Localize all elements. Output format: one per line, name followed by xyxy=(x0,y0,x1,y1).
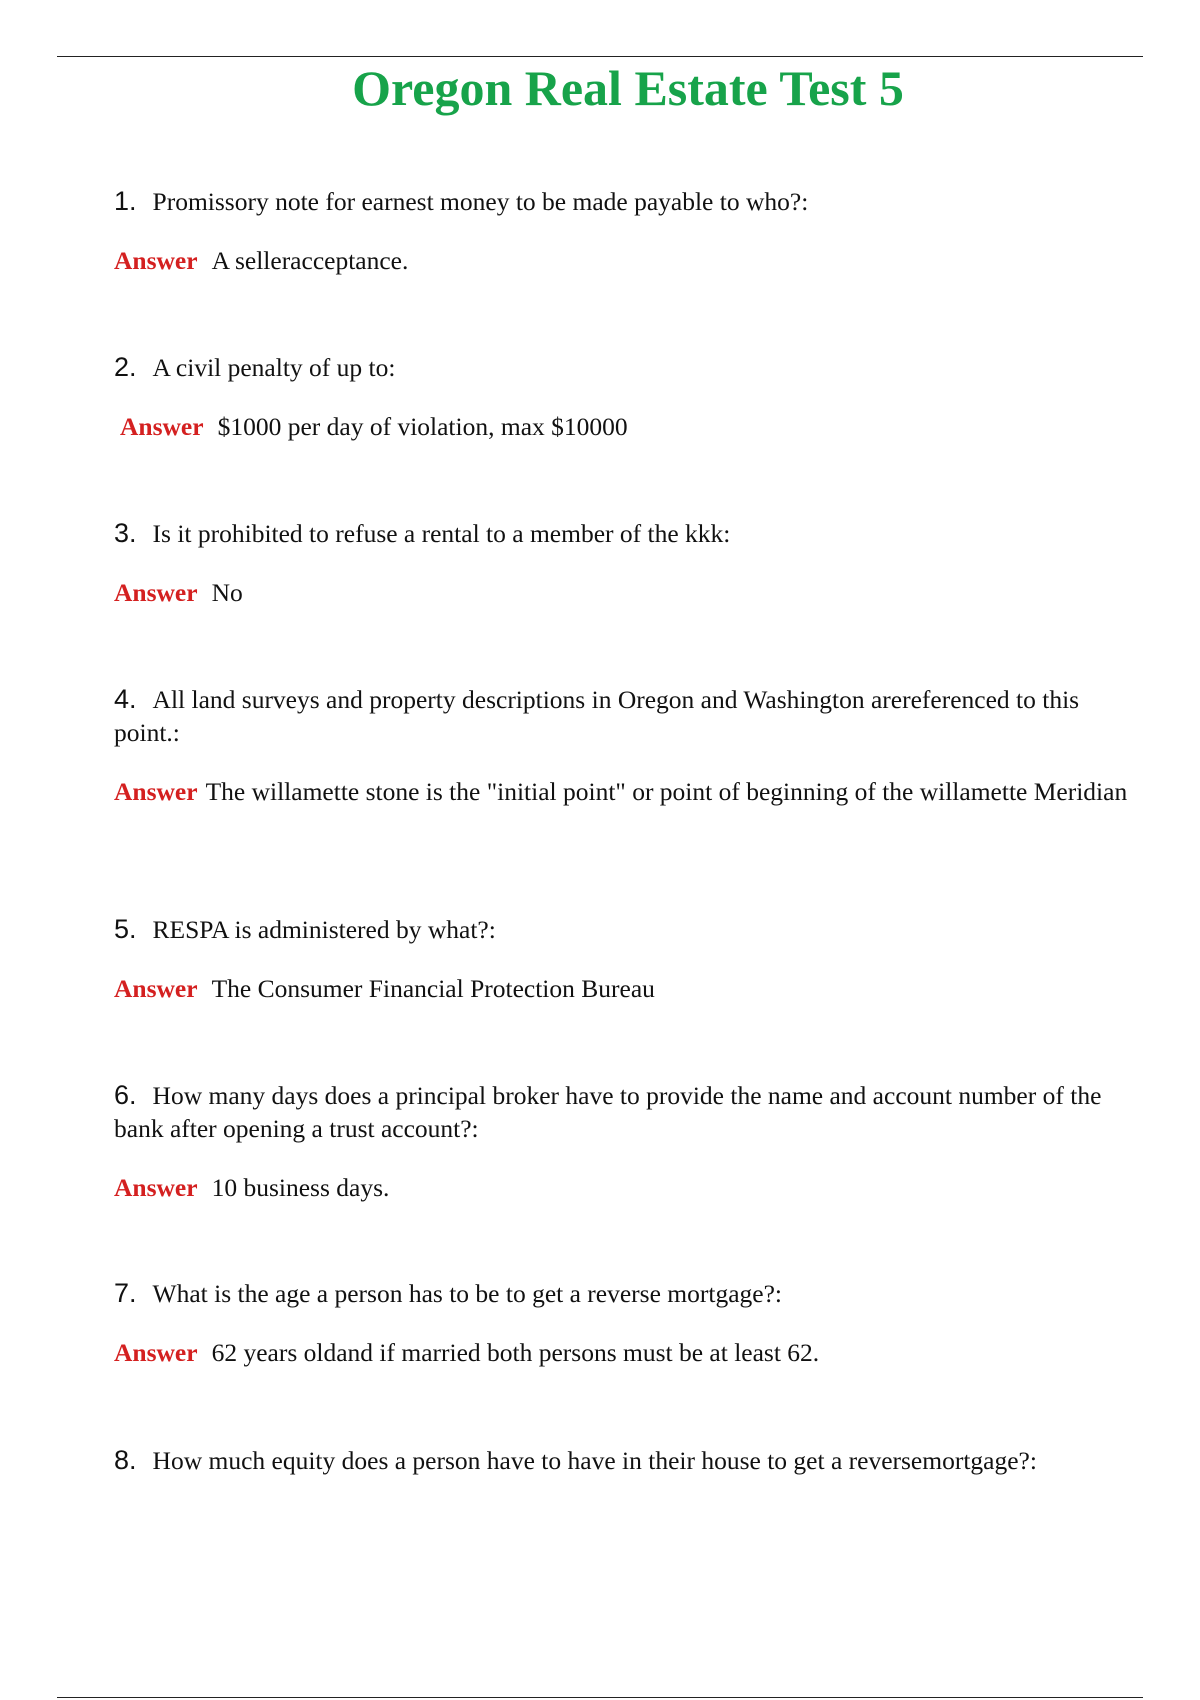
answer-text: 10 business days. xyxy=(211,1173,390,1202)
question-number: 3. xyxy=(114,518,137,548)
question-text: A civil penalty of up to: xyxy=(152,353,396,382)
answer-label: Answer xyxy=(114,1173,198,1202)
answer-text: The Consumer Financial Protection Bureau xyxy=(211,974,655,1003)
answer-text: The willamette stone is the "initial point" or point of beginning of the willamette Meridian xyxy=(205,777,1128,806)
answer-label: Answer xyxy=(114,974,198,1003)
question-4 xyxy=(114,683,1134,749)
question-number: 5. xyxy=(114,914,137,944)
answer-label: Answer xyxy=(114,1338,198,1367)
question-3 xyxy=(114,517,1134,550)
answer-5 xyxy=(114,972,1134,1005)
question-text: Promissory note for earnest money to be made payable to who?: xyxy=(152,187,809,216)
question-5 xyxy=(114,913,1134,946)
answer-1 xyxy=(114,244,1134,277)
question-number: 8. xyxy=(114,1445,137,1475)
qa-item-6 xyxy=(114,1079,1134,1204)
qa-item-3 xyxy=(114,517,1134,609)
qa-item-8 xyxy=(114,1444,1134,1477)
question-number: 6. xyxy=(114,1080,137,1110)
bottom-rule xyxy=(57,1697,1143,1698)
question-text: RESPA is administered by what?: xyxy=(152,915,496,944)
question-number: 7. xyxy=(114,1278,137,1308)
question-text: How much equity does a person have to have in their house to get a reversemortgage?: xyxy=(152,1446,1037,1475)
question-text: What is the age a person has to be to get a reverse mortgage?: xyxy=(152,1279,782,1308)
answer-label: Answer xyxy=(114,578,198,607)
question-number: 1. xyxy=(114,186,137,216)
answer-2 xyxy=(120,410,1134,443)
answer-label: Answer xyxy=(114,777,198,806)
answer-text: A selleracceptance. xyxy=(211,246,409,275)
question-6 xyxy=(114,1079,1134,1145)
answer-label: Answer xyxy=(120,412,204,441)
qa-item-5 xyxy=(114,913,1134,1005)
qa-item-7 xyxy=(114,1277,1134,1369)
answer-text: 62 years oldand if married both persons must be at least 62. xyxy=(211,1338,820,1367)
question-text: Is it prohibited to refuse a rental to a member of the kkk: xyxy=(152,519,731,548)
answer-4 xyxy=(114,775,1134,808)
question-number: 2. xyxy=(114,352,137,382)
qa-item-2 xyxy=(114,351,1134,443)
answer-7 xyxy=(114,1336,1134,1369)
question-number: 4. xyxy=(114,684,137,714)
page-title: Oregon Real Estate Test 5 xyxy=(352,60,904,116)
question-text: How many days does a principal broker have to provide the name and account number of the bank after opening a trust account?: xyxy=(114,1081,1102,1143)
answer-text: $1000 per day of violation, max $10000 xyxy=(217,412,628,441)
question-1 xyxy=(114,185,1134,218)
answer-3 xyxy=(114,576,1134,609)
answer-label: Answer xyxy=(114,246,198,275)
answer-text: No xyxy=(211,578,243,607)
question-8 xyxy=(114,1444,1134,1477)
qa-item-1 xyxy=(114,185,1134,277)
answer-6 xyxy=(114,1171,1134,1204)
question-2 xyxy=(114,351,1134,384)
qa-item-4 xyxy=(114,683,1134,808)
question-7 xyxy=(114,1277,1134,1310)
question-text: All land surveys and property descriptions in Oregon and Washington arereferenced to this point.: xyxy=(114,685,1080,747)
